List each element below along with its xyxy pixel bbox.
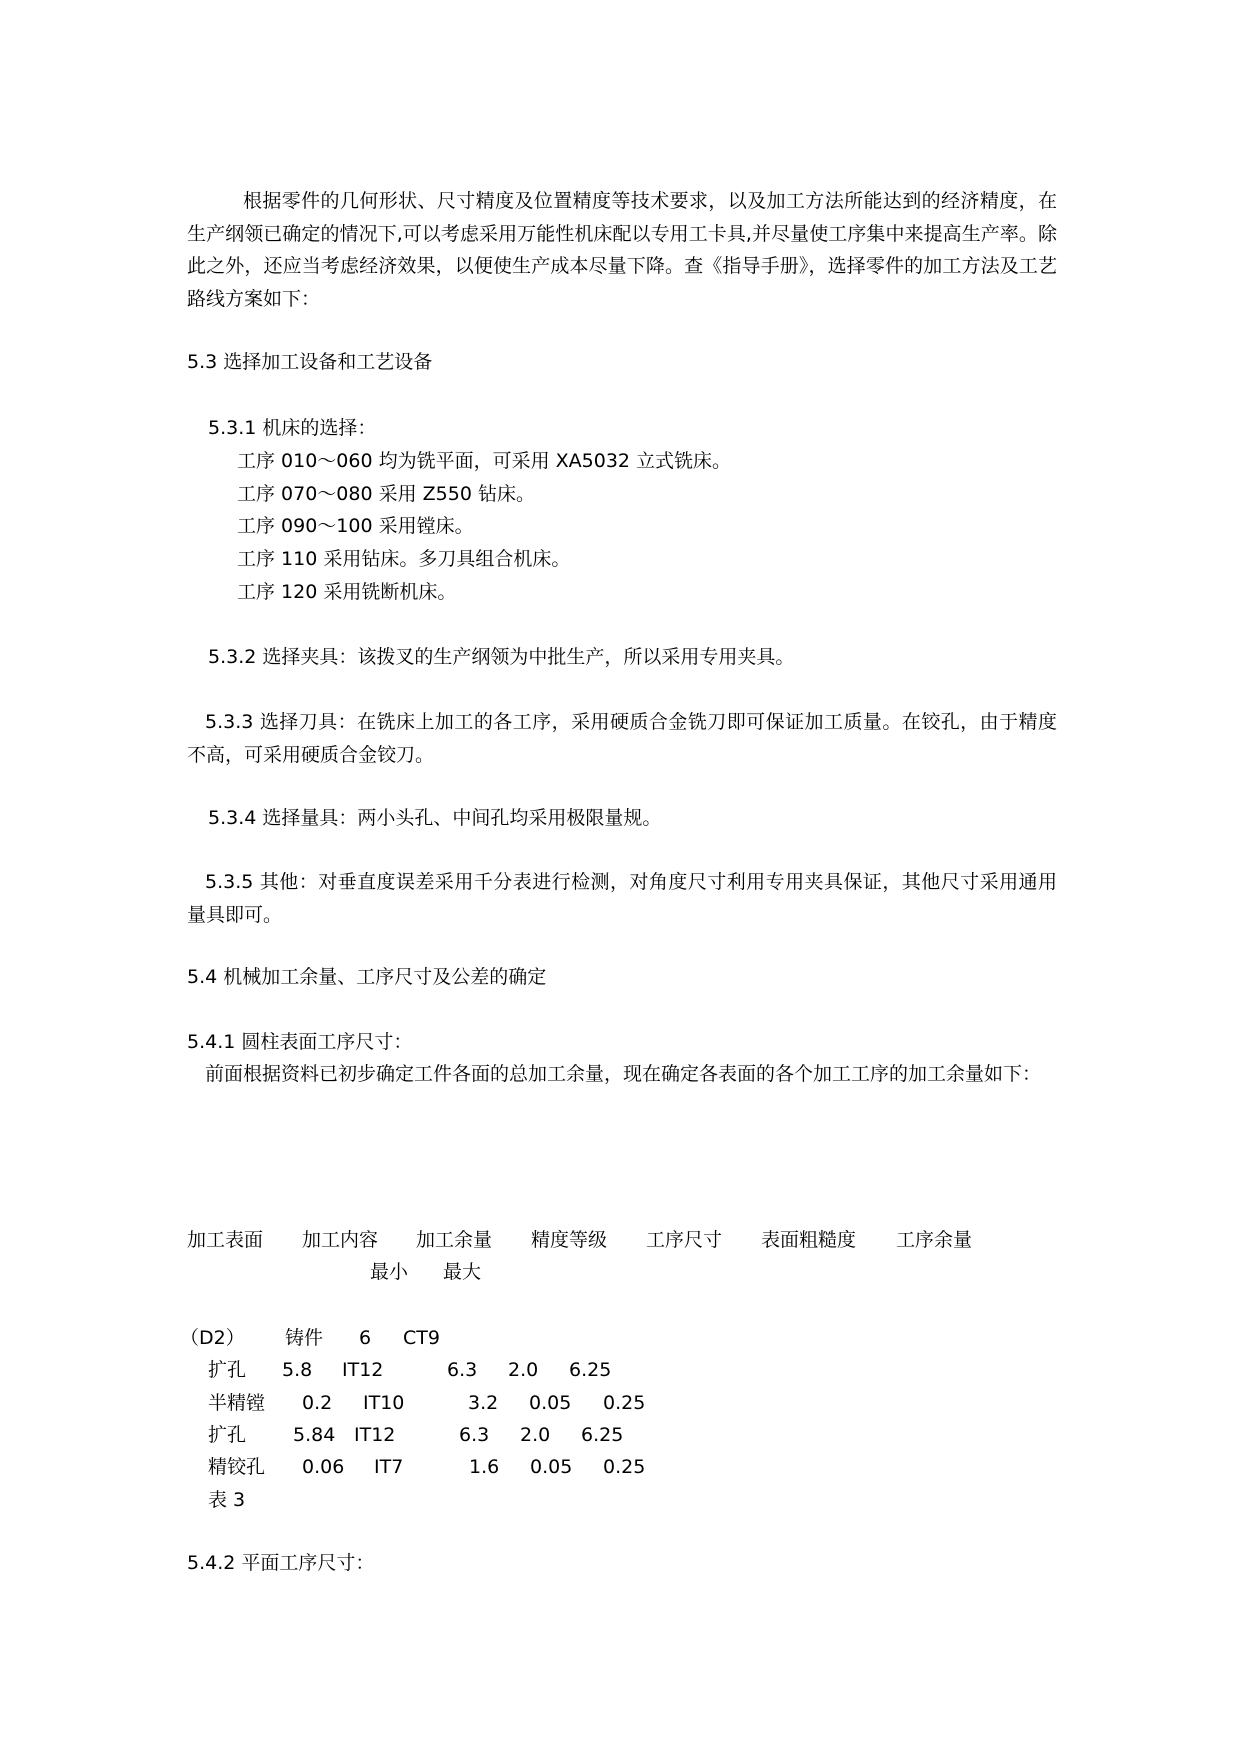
section-5-3-1-heading: 5.3.1 机床的选择： xyxy=(208,417,377,439)
table-cell: CT9 xyxy=(403,1327,440,1349)
section-5-3-heading: 5.3 选择加工设备和工艺设备 xyxy=(187,351,433,373)
table-cell: 0.2 xyxy=(302,1392,333,1414)
table-header: 精度等级 xyxy=(531,1229,608,1251)
table-cell: 半精镗 xyxy=(208,1392,266,1414)
table-cell: 6.25 xyxy=(581,1424,624,1446)
table-cell: 0.05 xyxy=(530,1456,573,1478)
table-cell: 2.0 xyxy=(508,1359,539,1381)
table-header: 加工表面 xyxy=(187,1229,264,1251)
table-cell: 6.25 xyxy=(569,1359,612,1381)
table-header: 加工内容 xyxy=(302,1229,379,1251)
section-5-3-4: 5.3.4 选择量具：两小头孔、中间孔均采用极限量规。 xyxy=(208,807,662,829)
machine-line: 工序 090～100 采用镗床。 xyxy=(237,515,474,537)
machine-line: 工序 010～060 均为铣平面，可采用 XA5032 立式铣床。 xyxy=(237,450,732,472)
table-header: 工序尺寸 xyxy=(646,1229,723,1251)
table-cell: 0.25 xyxy=(603,1456,646,1478)
section-5-4-heading: 5.4 机械加工余量、工序尺寸及公差的确定 xyxy=(187,966,547,988)
table-cell: 3.2 xyxy=(468,1392,499,1414)
table-header: 工序余量 xyxy=(896,1229,973,1251)
table-cell: 0.25 xyxy=(603,1392,646,1414)
table-cell: 铸件 xyxy=(285,1327,324,1349)
table-cell: 5.84 xyxy=(293,1424,336,1446)
table-cell: IT12 xyxy=(342,1359,384,1381)
table-cell: IT10 xyxy=(363,1392,405,1414)
table-header: 加工余量 xyxy=(416,1229,493,1251)
section-5-4-2-heading: 5.4.2 平面工序尺寸： xyxy=(187,1552,375,1574)
table-cell: IT12 xyxy=(354,1424,396,1446)
table-cell: 5.8 xyxy=(282,1359,313,1381)
section-5-3-3: 5.3.3 选择刀具：在铣床上加工的各工序，采用硬质合金铣刀即可保证加工质量。在铰孔，由于精度不高，可采用硬质合金铰刀。 xyxy=(187,711,1057,766)
table-cell: IT7 xyxy=(374,1456,404,1478)
machine-line: 工序 120 采用铣断机床。 xyxy=(237,581,457,603)
section-5-3-2: 5.3.2 选择夹具：该拨叉的生产纲领为中批生产，所以采用专用夹具。 xyxy=(208,646,795,668)
table-caption: 表 3 xyxy=(208,1489,246,1511)
table-subheader: 最大 xyxy=(443,1261,482,1283)
table-cell: 2.0 xyxy=(520,1424,551,1446)
table-cell: 0.06 xyxy=(302,1456,345,1478)
table-cell: 精铰孔 xyxy=(208,1456,266,1478)
table-subheader: 最小 xyxy=(370,1261,409,1283)
table-cell: （D2） xyxy=(180,1327,245,1349)
table-cell: 0.05 xyxy=(529,1392,572,1414)
table-cell: 扩孔 xyxy=(208,1359,247,1381)
table-cell: 扩孔 xyxy=(208,1424,247,1446)
section-5-4-1-heading: 5.4.1 圆柱表面工序尺寸： xyxy=(187,1031,413,1053)
table-cell: 1.6 xyxy=(469,1456,500,1478)
section-5-4-1-text: 前面根据资料已初步确定工件各面的总加工余量，现在确定各表面的各个加工工序的加工余量如下： xyxy=(205,1063,1042,1085)
table-cell: 6.3 xyxy=(459,1424,490,1446)
machine-line: 工序 070～080 采用 Z550 钻床。 xyxy=(237,483,535,505)
section-5-3-5: 5.3.5 其他：对垂直度误差采用千分表进行检测，对角度尺寸利用专用夹具保证，其他尺寸采用通用量具即可。 xyxy=(187,871,1057,926)
intro-paragraph: 根据零件的几何形状、尺寸精度及位置精度等技术要求，以及加工方法所能达到的经济精度，在生产纲领已确定的情况下,可以考虑采用万能性机床配以专用工卡具,并尽量使工序集中来提高生产率。除此之外，还应当考虑经济效果，以便使生产成本尽量下降。查《指导手册》，选择零件的加工方法及工艺路线方案如下： xyxy=(187,190,1057,310)
table-cell: 6 xyxy=(359,1327,372,1349)
table-header: 表面粗糙度 xyxy=(761,1229,857,1251)
table-cell: 6.3 xyxy=(447,1359,478,1381)
machine-line: 工序 110 采用钻床。多刀具组合机床。 xyxy=(237,548,571,570)
